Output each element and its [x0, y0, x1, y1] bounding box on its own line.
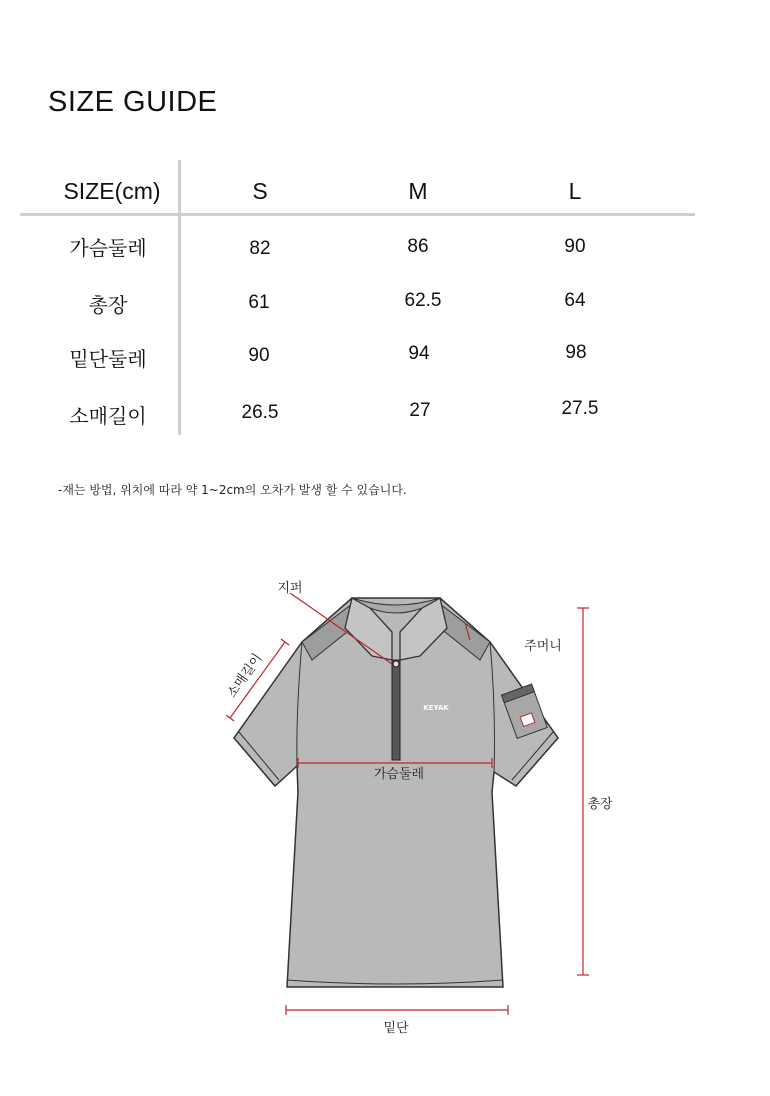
table-cell: 82: [249, 238, 271, 259]
measurement-note: -재는 방법, 위치에 따라 약 1~2cm의 오차가 발생 할 수 있습니다.: [58, 483, 407, 497]
chest-label: 가슴둘레: [373, 767, 425, 782]
zipper-label: 지퍼: [277, 581, 303, 596]
table-header-size: SIZE(cm): [63, 178, 161, 204]
table-column-divider: [178, 160, 181, 435]
row-label-length: 총장: [88, 293, 128, 317]
column-header-m: M: [408, 178, 428, 204]
table-cell: 27.5: [561, 398, 599, 419]
shirt-body: [234, 598, 558, 987]
sleeve-length-label: 소매길이: [224, 651, 266, 701]
table-cell: 61: [248, 292, 270, 313]
row-label-hem: 밑단둘레: [69, 347, 147, 371]
row-label-sleeve: 소매길이: [69, 404, 147, 428]
table-cell: 27: [409, 400, 431, 421]
zipper: [392, 660, 400, 760]
row-label-chest: 가슴둘레: [69, 236, 147, 260]
chest-logo: KEYAK: [423, 704, 449, 712]
total-length-label: 총장: [587, 797, 613, 812]
pocket-label: 주머니: [524, 639, 562, 654]
column-header-l: L: [568, 178, 582, 204]
table-cell: 64: [564, 290, 586, 311]
zipper-pull: [393, 661, 399, 667]
page-title: SIZE GUIDE: [48, 86, 218, 118]
hem-label: 밑단: [383, 1021, 409, 1036]
column-header-s: S: [252, 178, 268, 204]
table-cell: 98: [565, 342, 587, 363]
table-cell: 86: [407, 236, 429, 257]
table-cell: 90: [248, 345, 270, 366]
table-cell: 26.5: [241, 402, 279, 423]
shirt-illustration: [234, 598, 558, 987]
table-cell: 90: [564, 236, 586, 257]
table-header-divider: [20, 213, 695, 216]
shirt-diagram: [0, 560, 770, 1060]
table-cell: 94: [408, 343, 430, 364]
table-cell: 62.5: [404, 290, 442, 311]
